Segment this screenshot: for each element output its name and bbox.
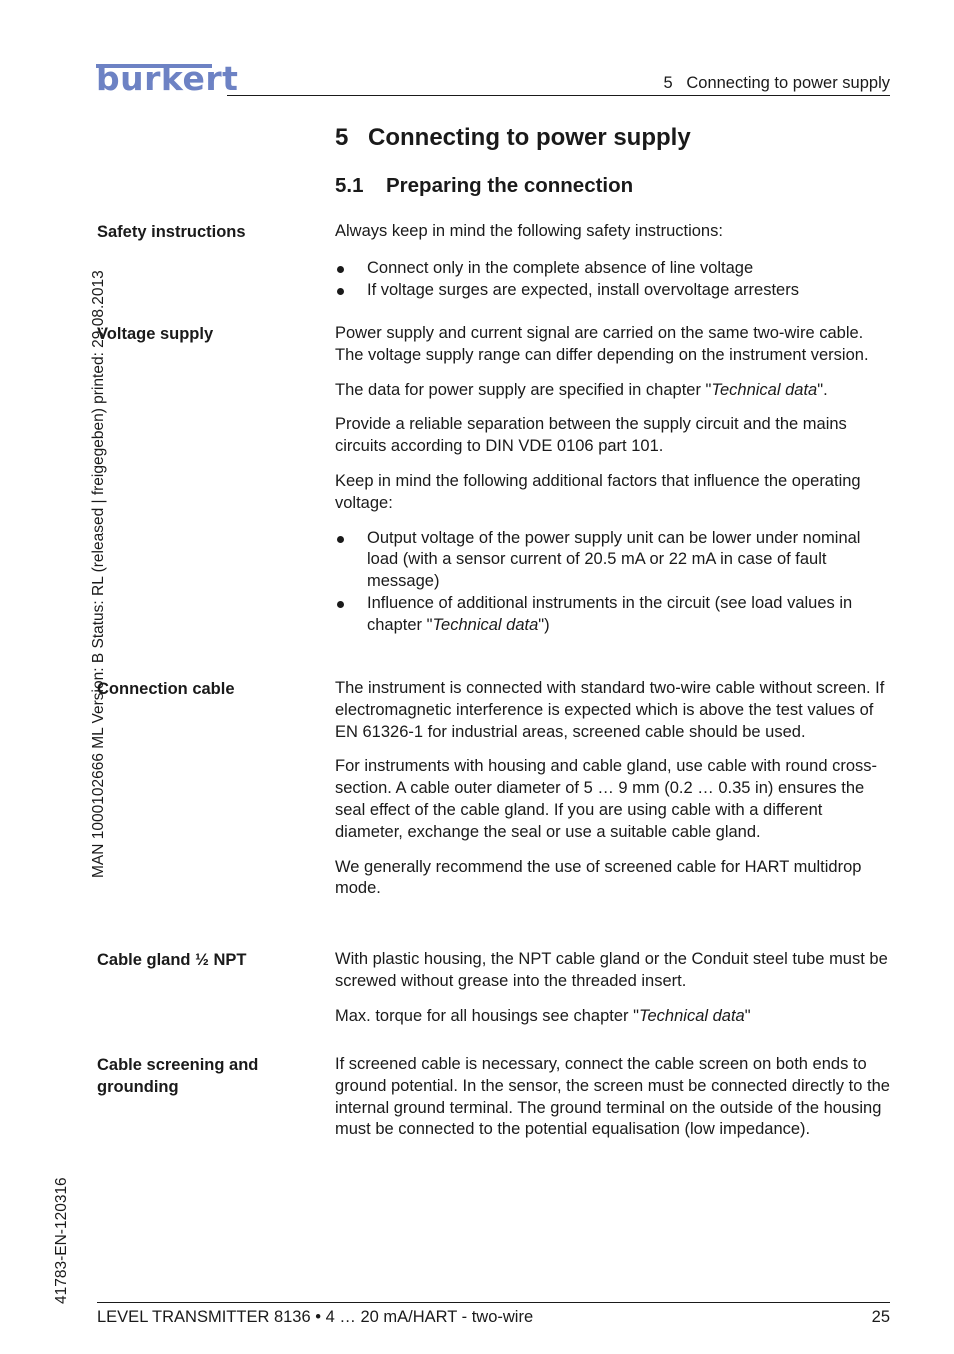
list-item: If voltage surges are expected, install overvoltage arresters bbox=[335, 280, 891, 302]
list-item: Connect only in the complete absence of line voltage bbox=[335, 258, 891, 280]
cable-gland-block bbox=[335, 949, 891, 1040]
technical-data-reference: Technical data bbox=[432, 615, 539, 634]
side-document-id: 41783-EN-120316 bbox=[53, 1177, 70, 1304]
cable-paragraph-3: We generally recommend the use of screened cable for HART multidrop mode. bbox=[335, 857, 862, 898]
chapter-title-text: Connecting to power supply bbox=[368, 124, 691, 151]
footer-title: LEVEL TRANSMITTER 8136 • 4 … 20 mA/HART - two-wire bbox=[97, 1308, 534, 1326]
list-item bbox=[335, 593, 891, 637]
technical-data-reference: Technical data bbox=[638, 1006, 745, 1025]
connection-cable-block bbox=[335, 678, 891, 913]
text-span: The data for power supply are specified in chapter " bbox=[335, 380, 712, 399]
text-span: ") bbox=[538, 615, 550, 634]
label-cable-screening: Cable screening and grounding bbox=[97, 1056, 259, 1096]
section-title-text: Preparing the connection bbox=[386, 174, 634, 197]
safety-instructions-block bbox=[335, 221, 891, 314]
voltage-bullet-list bbox=[335, 528, 891, 637]
section-title bbox=[335, 173, 633, 199]
text-span: " bbox=[744, 1006, 751, 1025]
burkert-logo: burkert bbox=[96, 59, 239, 98]
header-divider bbox=[227, 95, 890, 96]
voltage-paragraph-2 bbox=[335, 380, 891, 402]
technical-data-reference: Technical data bbox=[711, 380, 818, 399]
side-document-info: MAN 1000102666 ML Version: B Status: RL (released | freigegeben) printed: 29.08.2013 bbox=[90, 270, 107, 878]
cable-paragraph-2: For instruments with housing and cable gland, use cable with round cross-section. A cable outer diameter of 5 … 9 mm (0.2 … 0.35 in) ensures the seal effect of the cable gland. If you are using cable with a different diameter, exchange the seal or use a suitable cable gland. bbox=[335, 757, 878, 841]
cable-screening-block bbox=[335, 1054, 891, 1154]
cable-paragraph-1: The instrument is connected with standard two-wire cable without screen. If electromagnetic interference is expected which is above the test values of EN 61326-1 for industrial areas, screened cable should be used. bbox=[335, 679, 885, 741]
list-item: Output voltage of the power supply unit can be lower under nominal load (with a sensor current of 20.5 mA or 22 mA in case of fault message) bbox=[335, 528, 891, 593]
label-safety-instructions: Safety instructions bbox=[97, 223, 246, 241]
text-span: Max. torque for all housings see chapter " bbox=[335, 1006, 639, 1025]
chapter-title bbox=[335, 123, 691, 153]
voltage-supply-block bbox=[335, 323, 891, 650]
safety-bullet-list bbox=[335, 258, 891, 302]
running-header: 5 Connecting to power supply bbox=[663, 74, 890, 92]
voltage-paragraph-4: Keep in mind the following additional factors that influence the operating voltage: bbox=[335, 471, 861, 512]
chapter-number: 5 bbox=[335, 124, 349, 151]
label-cable-gland: Cable gland ½ NPT bbox=[97, 951, 247, 969]
label-voltage-supply: Voltage supply bbox=[97, 325, 214, 343]
screening-paragraph-1: If screened cable is necessary, connect the cable screen on both ends to ground potential. In the sensor, the screen must be connected directly to the internal ground terminal. The ground terminal on the outside of the housing must be connected to the potential equalisation (low impedance). bbox=[335, 1055, 890, 1139]
page-number: 25 bbox=[871, 1308, 890, 1326]
safety-intro: Always keep in mind the following safety instructions: bbox=[335, 222, 723, 240]
gland-paragraph-1: With plastic housing, the NPT cable gland or the Conduit steel tube must be screwed without grease into the threaded insert. bbox=[335, 950, 888, 990]
section-number: 5.1 bbox=[335, 174, 364, 197]
voltage-paragraph-1: Power supply and current signal are carried on the same two-wire cable. The voltage supply range can differ depending on the instrument version. bbox=[335, 324, 869, 364]
text-span: ". bbox=[817, 380, 828, 399]
label-connection-cable: Connection cable bbox=[97, 680, 235, 698]
text-span: Influence of additional instruments in the circuit (see load values in chapter " bbox=[367, 593, 853, 634]
gland-paragraph-2 bbox=[335, 1006, 891, 1028]
footer-divider bbox=[97, 1302, 890, 1303]
voltage-paragraph-3: Provide a reliable separation between the supply circuit and the mains circuits according to DIN VDE 0106 part 101. bbox=[335, 415, 847, 456]
